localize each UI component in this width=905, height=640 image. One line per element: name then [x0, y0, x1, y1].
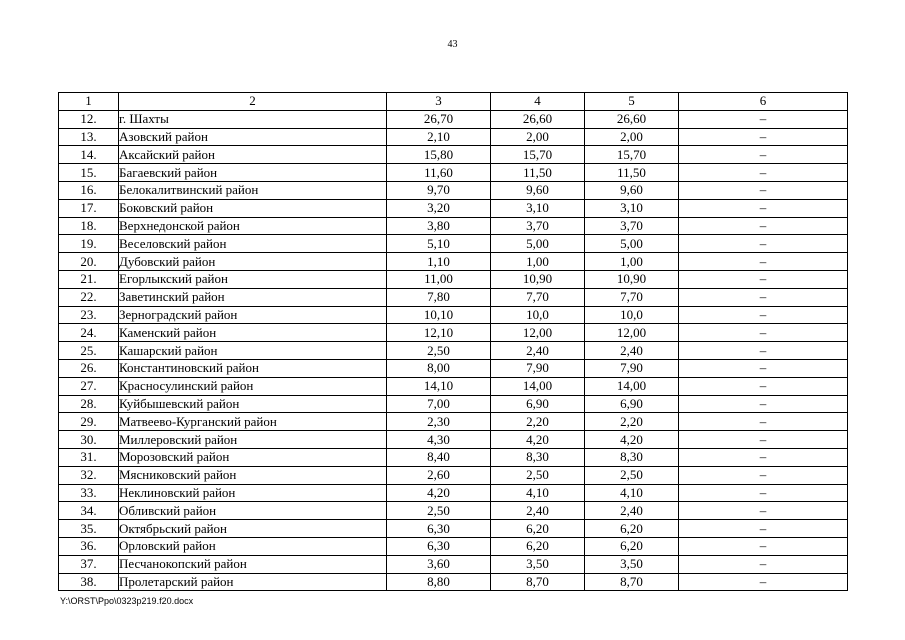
table-row — [59, 217, 848, 235]
table-row — [59, 164, 848, 182]
page-number: 43 — [447, 39, 458, 50]
value-col-3-cell: 2,30 — [387, 413, 491, 431]
row-number-cell: 15. — [59, 164, 119, 182]
value-col-3-cell: 6,30 — [387, 537, 491, 555]
value-col-5-cell: 9,60 — [585, 181, 679, 199]
table-row — [59, 110, 848, 128]
header-col-6: 6 — [679, 93, 848, 111]
district-name-cell: Матвеево-Курганский район — [119, 413, 387, 431]
row-number-cell: 22. — [59, 288, 119, 306]
value-col-3-cell: 26,70 — [387, 110, 491, 128]
district-name-cell: Каменский район — [119, 324, 387, 342]
table-row — [59, 342, 848, 360]
table-row — [59, 324, 848, 342]
value-col-5-cell: 1,00 — [585, 253, 679, 271]
district-name-cell: Егорлыкский район — [119, 270, 387, 288]
row-number-cell: 28. — [59, 395, 119, 413]
table-row — [59, 377, 848, 395]
table-row — [59, 146, 848, 164]
district-name-cell: Обливский район — [119, 502, 387, 520]
value-col-6-cell: – — [679, 395, 848, 413]
table-row — [59, 199, 848, 217]
value-col-4-cell: 7,90 — [491, 359, 585, 377]
value-col-3-cell: 8,80 — [387, 573, 491, 591]
row-number-cell: 38. — [59, 573, 119, 591]
value-col-3-cell: 4,30 — [387, 431, 491, 449]
value-col-3-cell: 10,10 — [387, 306, 491, 324]
value-col-6-cell: – — [679, 413, 848, 431]
district-name-cell: Дубовский район — [119, 253, 387, 271]
table-row — [59, 537, 848, 555]
header-col-2: 2 — [119, 93, 387, 111]
value-col-4-cell: 10,0 — [491, 306, 585, 324]
district-name-cell: Веселовский район — [119, 235, 387, 253]
value-col-4-cell: 11,50 — [491, 164, 585, 182]
table-row — [59, 128, 848, 146]
table-row — [59, 270, 848, 288]
value-col-3-cell: 2,60 — [387, 466, 491, 484]
value-col-5-cell: 7,70 — [585, 288, 679, 306]
value-col-5-cell: 11,50 — [585, 164, 679, 182]
value-col-4-cell: 4,10 — [491, 484, 585, 502]
row-number-cell: 29. — [59, 413, 119, 431]
value-col-5-cell: 3,70 — [585, 217, 679, 235]
district-values-table — [58, 92, 848, 591]
value-col-6-cell: – — [679, 324, 848, 342]
value-col-6-cell: – — [679, 448, 848, 466]
district-name-cell: Боковский район — [119, 199, 387, 217]
district-name-cell: Азовский район — [119, 128, 387, 146]
value-col-5-cell: 4,10 — [585, 484, 679, 502]
row-number-cell: 14. — [59, 146, 119, 164]
value-col-3-cell: 4,20 — [387, 484, 491, 502]
value-col-5-cell: 2,40 — [585, 342, 679, 360]
district-name-cell: Песчанокопский район — [119, 555, 387, 573]
row-number-cell: 35. — [59, 520, 119, 538]
header-col-5: 5 — [585, 93, 679, 111]
table-row — [59, 395, 848, 413]
footer-file-path: Y:\ORST\Ppo\0323p219.f20.docx — [60, 596, 194, 606]
value-col-3-cell: 11,60 — [387, 164, 491, 182]
value-col-6-cell: – — [679, 128, 848, 146]
row-number-cell: 19. — [59, 235, 119, 253]
value-col-6-cell: – — [679, 146, 848, 164]
value-col-5-cell: 8,30 — [585, 448, 679, 466]
value-col-6-cell: – — [679, 164, 848, 182]
value-col-5-cell: 6,90 — [585, 395, 679, 413]
table-row — [59, 288, 848, 306]
value-col-3-cell: 5,10 — [387, 235, 491, 253]
row-number-cell: 16. — [59, 181, 119, 199]
value-col-3-cell: 2,10 — [387, 128, 491, 146]
value-col-4-cell: 10,90 — [491, 270, 585, 288]
value-col-4-cell: 15,70 — [491, 146, 585, 164]
value-col-4-cell: 2,40 — [491, 342, 585, 360]
value-col-6-cell: – — [679, 520, 848, 538]
value-col-3-cell: 11,00 — [387, 270, 491, 288]
table-row — [59, 235, 848, 253]
value-col-3-cell: 14,10 — [387, 377, 491, 395]
table-row — [59, 448, 848, 466]
table-header-row — [59, 93, 848, 111]
table-body — [59, 93, 848, 591]
row-number-cell: 13. — [59, 128, 119, 146]
district-name-cell: Аксайский район — [119, 146, 387, 164]
value-col-4-cell: 8,30 — [491, 448, 585, 466]
value-col-4-cell: 1,00 — [491, 253, 585, 271]
row-number-cell: 33. — [59, 484, 119, 502]
value-col-6-cell: – — [679, 270, 848, 288]
row-number-cell: 21. — [59, 270, 119, 288]
row-number-cell: 25. — [59, 342, 119, 360]
value-col-4-cell: 9,60 — [491, 181, 585, 199]
district-name-cell: Верхнедонской район — [119, 217, 387, 235]
value-col-5-cell: 10,90 — [585, 270, 679, 288]
value-col-5-cell: 3,10 — [585, 199, 679, 217]
value-col-6-cell: – — [679, 359, 848, 377]
value-col-5-cell: 6,20 — [585, 520, 679, 538]
table-row — [59, 520, 848, 538]
row-number-cell: 36. — [59, 537, 119, 555]
value-col-6-cell: – — [679, 306, 848, 324]
district-name-cell: Неклиновский район — [119, 484, 387, 502]
value-col-4-cell: 3,10 — [491, 199, 585, 217]
district-name-cell: Кашарский район — [119, 342, 387, 360]
value-col-5-cell: 2,50 — [585, 466, 679, 484]
district-name-cell: г. Шахты — [119, 110, 387, 128]
table-row — [59, 466, 848, 484]
district-name-cell: Белокалитвинский район — [119, 181, 387, 199]
value-col-5-cell: 8,70 — [585, 573, 679, 591]
value-col-5-cell: 3,50 — [585, 555, 679, 573]
row-number-cell: 12. — [59, 110, 119, 128]
value-col-6-cell: – — [679, 377, 848, 395]
table-row — [59, 555, 848, 573]
row-number-cell: 24. — [59, 324, 119, 342]
row-number-cell: 17. — [59, 199, 119, 217]
value-col-4-cell: 26,60 — [491, 110, 585, 128]
value-col-3-cell: 3,80 — [387, 217, 491, 235]
value-col-5-cell: 5,00 — [585, 235, 679, 253]
value-col-6-cell: – — [679, 537, 848, 555]
value-col-5-cell: 4,20 — [585, 431, 679, 449]
value-col-3-cell: 1,10 — [387, 253, 491, 271]
value-col-4-cell: 12,00 — [491, 324, 585, 342]
value-col-5-cell: 2,20 — [585, 413, 679, 431]
value-col-6-cell: – — [679, 217, 848, 235]
row-number-cell: 31. — [59, 448, 119, 466]
table-row — [59, 413, 848, 431]
value-col-4-cell: 3,70 — [491, 217, 585, 235]
value-col-6-cell: – — [679, 555, 848, 573]
value-col-3-cell: 9,70 — [387, 181, 491, 199]
row-number-cell: 30. — [59, 431, 119, 449]
district-name-cell: Куйбышевский район — [119, 395, 387, 413]
value-col-3-cell: 7,00 — [387, 395, 491, 413]
value-col-5-cell: 7,90 — [585, 359, 679, 377]
row-number-cell: 18. — [59, 217, 119, 235]
value-col-6-cell: – — [679, 181, 848, 199]
value-col-4-cell: 5,00 — [491, 235, 585, 253]
district-name-cell: Зерноградский район — [119, 306, 387, 324]
table-row — [59, 484, 848, 502]
district-name-cell: Пролетарский район — [119, 573, 387, 591]
district-name-cell: Мясниковский район — [119, 466, 387, 484]
table-row — [59, 359, 848, 377]
value-col-6-cell: – — [679, 288, 848, 306]
value-col-4-cell: 7,70 — [491, 288, 585, 306]
district-name-cell: Орловский район — [119, 537, 387, 555]
district-name-cell: Миллеровский район — [119, 431, 387, 449]
district-name-cell: Морозовский район — [119, 448, 387, 466]
row-number-cell: 32. — [59, 466, 119, 484]
value-col-4-cell: 8,70 — [491, 573, 585, 591]
row-number-cell: 34. — [59, 502, 119, 520]
value-col-6-cell: – — [679, 235, 848, 253]
header-col-3: 3 — [387, 93, 491, 111]
row-number-cell: 26. — [59, 359, 119, 377]
value-col-3-cell: 8,40 — [387, 448, 491, 466]
value-col-5-cell: 15,70 — [585, 146, 679, 164]
value-col-4-cell: 2,50 — [491, 466, 585, 484]
value-col-4-cell: 6,20 — [491, 537, 585, 555]
district-name-cell: Октябрьский район — [119, 520, 387, 538]
row-number-cell: 23. — [59, 306, 119, 324]
value-col-3-cell: 12,10 — [387, 324, 491, 342]
row-number-cell: 20. — [59, 253, 119, 271]
value-col-4-cell: 6,90 — [491, 395, 585, 413]
value-col-3-cell: 3,20 — [387, 199, 491, 217]
value-col-4-cell: 2,40 — [491, 502, 585, 520]
value-col-3-cell: 7,80 — [387, 288, 491, 306]
value-col-3-cell: 3,60 — [387, 555, 491, 573]
value-col-4-cell: 3,50 — [491, 555, 585, 573]
value-col-3-cell: 8,00 — [387, 359, 491, 377]
header-col-4: 4 — [491, 93, 585, 111]
value-col-5-cell: 14,00 — [585, 377, 679, 395]
table-row — [59, 181, 848, 199]
value-col-3-cell: 2,50 — [387, 342, 491, 360]
value-col-5-cell: 2,40 — [585, 502, 679, 520]
value-col-5-cell: 10,0 — [585, 306, 679, 324]
district-name-cell: Багаевский район — [119, 164, 387, 182]
value-col-5-cell: 2,00 — [585, 128, 679, 146]
header-col-1: 1 — [59, 93, 119, 111]
district-name-cell: Заветинский район — [119, 288, 387, 306]
value-col-3-cell: 2,50 — [387, 502, 491, 520]
table-row — [59, 502, 848, 520]
value-col-6-cell: – — [679, 199, 848, 217]
value-col-4-cell: 2,00 — [491, 128, 585, 146]
value-col-5-cell: 12,00 — [585, 324, 679, 342]
district-name-cell: Красносулинский район — [119, 377, 387, 395]
value-col-5-cell: 26,60 — [585, 110, 679, 128]
table-row — [59, 306, 848, 324]
row-number-cell: 27. — [59, 377, 119, 395]
value-col-6-cell: – — [679, 431, 848, 449]
value-col-6-cell: – — [679, 573, 848, 591]
value-col-4-cell: 14,00 — [491, 377, 585, 395]
value-col-5-cell: 6,20 — [585, 537, 679, 555]
value-col-6-cell: – — [679, 466, 848, 484]
value-col-6-cell: – — [679, 110, 848, 128]
row-number-cell: 37. — [59, 555, 119, 573]
value-col-4-cell: 6,20 — [491, 520, 585, 538]
value-col-3-cell: 6,30 — [387, 520, 491, 538]
value-col-6-cell: – — [679, 342, 848, 360]
value-col-6-cell: – — [679, 502, 848, 520]
table-row — [59, 253, 848, 271]
value-col-4-cell: 4,20 — [491, 431, 585, 449]
value-col-6-cell: – — [679, 484, 848, 502]
table-row — [59, 431, 848, 449]
value-col-4-cell: 2,20 — [491, 413, 585, 431]
value-col-3-cell: 15,80 — [387, 146, 491, 164]
table-row — [59, 573, 848, 591]
district-name-cell: Константиновский район — [119, 359, 387, 377]
value-col-6-cell: – — [679, 253, 848, 271]
